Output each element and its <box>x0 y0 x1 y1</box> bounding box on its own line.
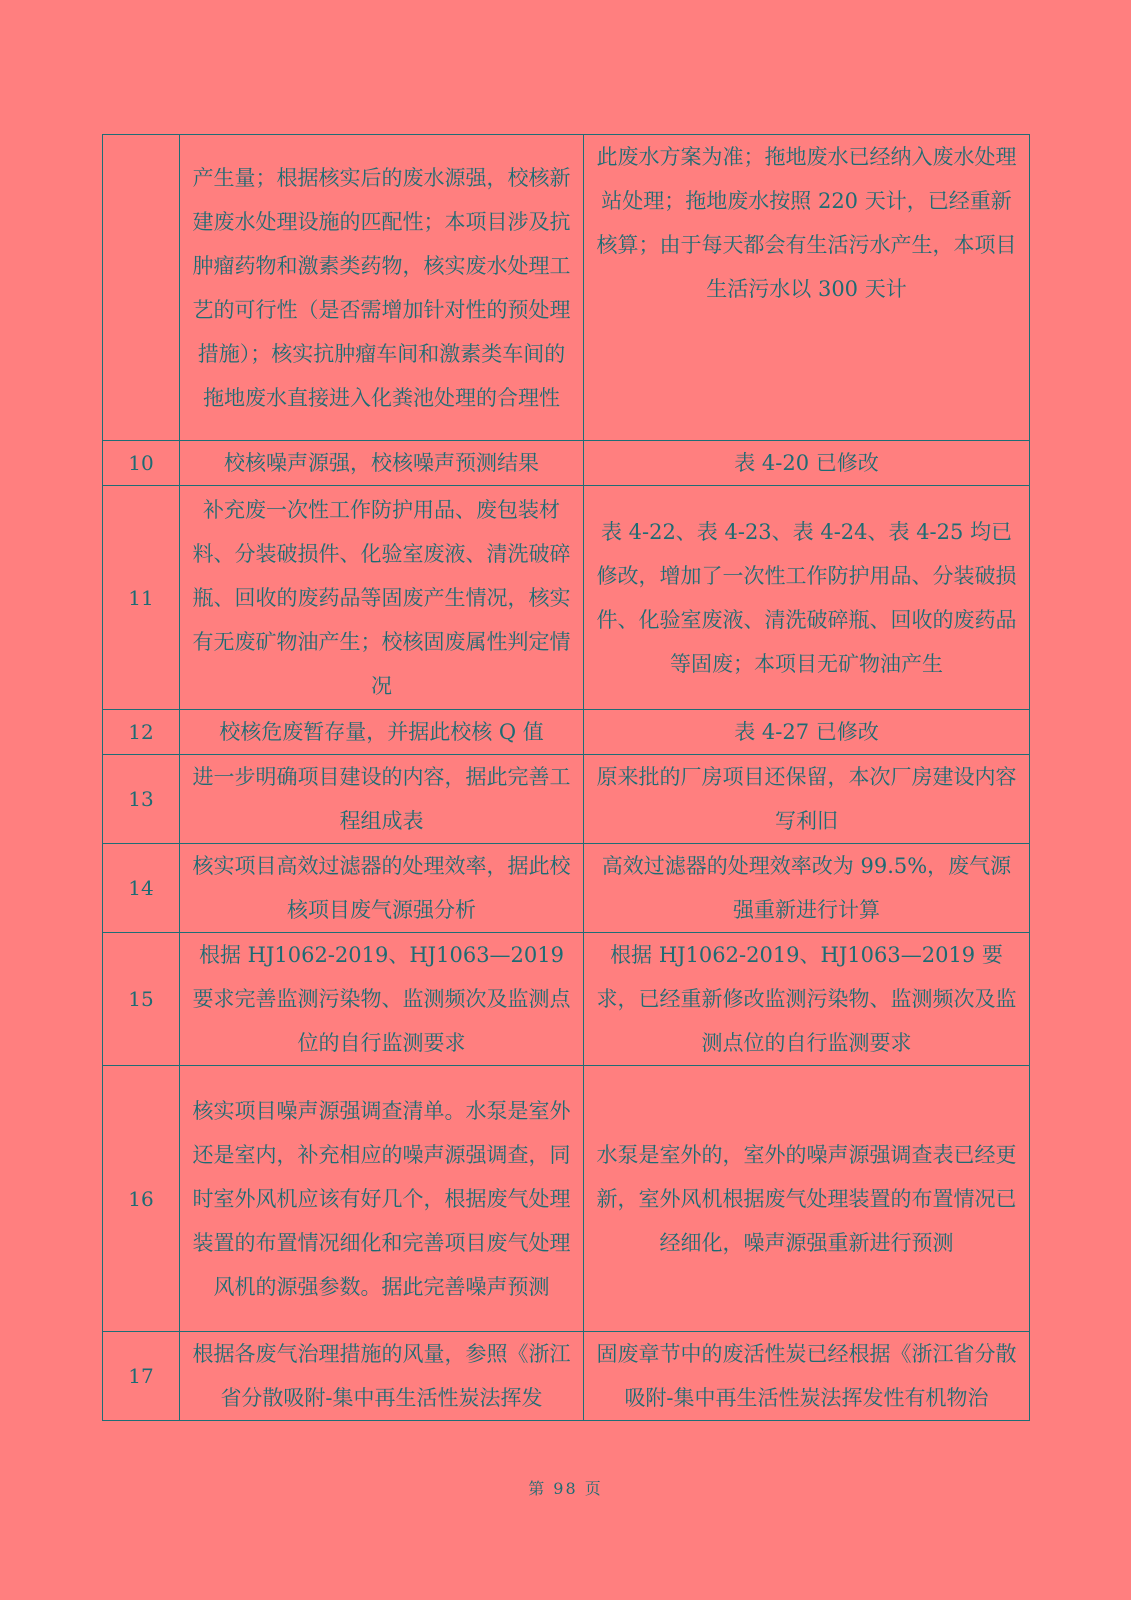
row-number: 11 <box>103 486 180 710</box>
row-number: 14 <box>103 844 180 933</box>
table-row <box>103 486 1030 710</box>
response-text: 高效过滤器的处理效率改为 99.5%，废气源强重新进行计算 <box>584 844 1030 933</box>
review-opinion: 核实项目高效过滤器的处理效率，据此校核项目废气源强分析 <box>180 844 584 933</box>
review-opinion: 补充废一次性工作防护用品、废包装材料、分装破损件、化验室废液、清洗破碎瓶、回收的废药品等固废产生情况，核实有无废矿物油产生；校核固废属性判定情况 <box>180 486 584 710</box>
row-number: 10 <box>103 441 180 486</box>
response-text: 表 4-20 已修改 <box>584 441 1030 486</box>
review-response-table <box>102 134 1030 1421</box>
response-text: 表 4-27 已修改 <box>584 710 1030 755</box>
table-row <box>103 441 1030 486</box>
table-row <box>103 844 1030 933</box>
table-row <box>103 135 1030 441</box>
table-row <box>103 755 1030 844</box>
row-number: 17 <box>103 1332 180 1421</box>
response-text: 此废水方案为准；拖地废水已经纳入废水处理站处理；拖地废水按照 220 天计，已经重新核算；由于每天都会有生活污水产生，本项目生活污水以 300 天计 <box>584 135 1030 441</box>
response-text: 水泵是室外的，室外的噪声源强调查表已经更新，室外风机根据废气处理装置的布置情况已经细化，噪声源强重新进行预测 <box>584 1066 1030 1332</box>
review-opinion: 根据各废气治理措施的风量，参照《浙江省分散吸附-集中再生活性炭法挥发 <box>180 1332 584 1421</box>
table-row <box>103 1332 1030 1421</box>
review-opinion: 校核危废暂存量，并据此校核 Q 值 <box>180 710 584 755</box>
row-number: 13 <box>103 755 180 844</box>
review-opinion: 核实项目噪声源强调查清单。水泵是室外还是室内，补充相应的噪声源强调查，同时室外风机应该有好几个，根据废气处理装置的布置情况细化和完善项目废气处理风机的源强参数。据此完善噪声预测 <box>180 1066 584 1332</box>
response-text: 原来批的厂房项目还保留，本次厂房建设内容写利旧 <box>584 755 1030 844</box>
review-opinion: 产生量；根据核实后的废水源强，校核新建废水处理设施的匹配性；本项目涉及抗肿瘤药物和激素类药物，核实废水处理工艺的可行性（是否需增加针对性的预处理措施）；核实抗肿瘤车间和激素类车间的拖地废水直接进入化粪池处理的合理性 <box>180 135 584 441</box>
review-opinion: 根据 HJ1062-2019、HJ1063—2019 要求完善监测污染物、监测频次及监测点位的自行监测要求 <box>180 933 584 1066</box>
row-number: 15 <box>103 933 180 1066</box>
table-row <box>103 1066 1030 1332</box>
review-opinion: 校核噪声源强，校核噪声预测结果 <box>180 441 584 486</box>
response-text: 固废章节中的废活性炭已经根据《浙江省分散吸附-集中再生活性炭法挥发性有机物治 <box>584 1332 1030 1421</box>
row-number: 16 <box>103 1066 180 1332</box>
table-row <box>103 933 1030 1066</box>
row-number: 12 <box>103 710 180 755</box>
page-number: 第 98 页 <box>528 1479 603 1498</box>
response-text: 根据 HJ1062-2019、HJ1063—2019 要求，已经重新修改监测污染物、监测频次及监测点位的自行监测要求 <box>584 933 1030 1066</box>
row-number <box>103 135 180 441</box>
review-opinion: 进一步明确项目建设的内容，据此完善工程组成表 <box>180 755 584 844</box>
response-text: 表 4-22、表 4-23、表 4-24、表 4-25 均已修改，增加了一次性工作防护用品、分装破损件、化验室废液、清洗破碎瓶、回收的废药品等固废；本项目无矿物油产生 <box>584 486 1030 710</box>
table-row <box>103 710 1030 755</box>
